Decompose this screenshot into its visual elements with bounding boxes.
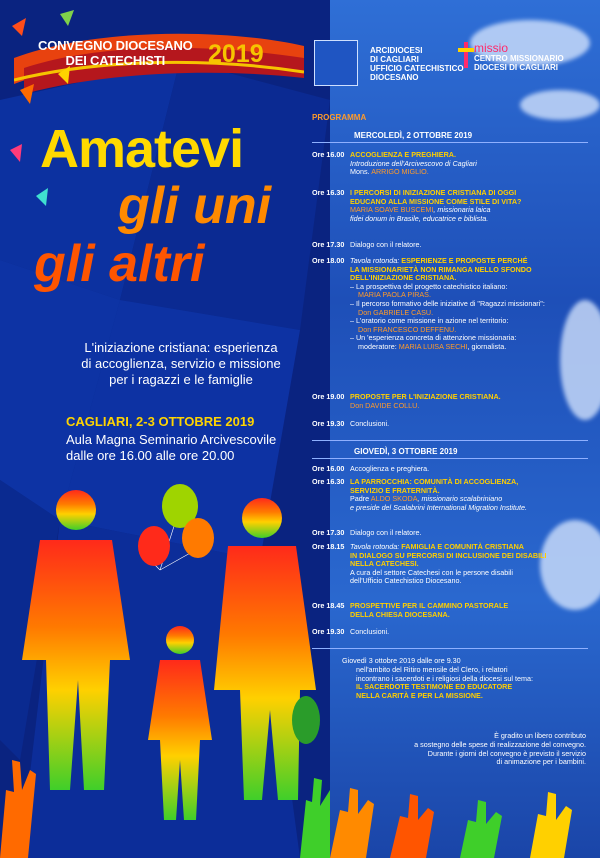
footer-line: a sostegno delle spese di realizzazione del convegno.	[414, 739, 586, 749]
row-title: ESPERIENZE E PROPOSTE PERCHÉ	[401, 256, 528, 265]
diocese-logo	[314, 40, 358, 86]
row-time: Ore 17.30	[312, 528, 345, 537]
row-text: moderatore:	[358, 341, 399, 351]
row-text: Padre	[350, 494, 371, 504]
row-text: A cura del settore Catechesi con le persone disabili	[350, 567, 514, 577]
row-text: Conclusioni.	[350, 627, 390, 636]
footer-note	[350, 732, 586, 767]
title-line2: gli uni	[118, 177, 272, 235]
subtitle-line1: L'iniziazione cristiana: esperienza	[84, 340, 278, 355]
row-text: – Un 'esperienza concreta di attenzione missionaria:	[350, 333, 517, 343]
row-time: Ore 18.00	[312, 256, 345, 265]
row-text: – Il percorso formativo delle iniziative di "Ragazzi missionari":	[350, 298, 545, 308]
row-title: IN DIALOGO SU PERCORSI DI INCLUSIONE DEI DISABILI	[350, 550, 547, 560]
banner-line1: CONVEGNO DIOCESANO	[38, 38, 193, 53]
row-text: Introduzione dell'Arcivescovo di Cagliari	[350, 158, 477, 168]
footer-line: Durante i giorni del convegno è previsto il servizio	[427, 748, 586, 758]
row-text: Dialogo con il relatore.	[350, 240, 422, 249]
row-title: PROSPETTIVE PER IL CAMMINO PASTORALE	[350, 601, 509, 610]
title-line1: Amatevi	[40, 119, 244, 179]
row-time: Ore 17.30	[312, 240, 345, 249]
org2-line2: DIOCESI DI CAGLIARI	[474, 63, 559, 72]
row-time: Ore 16.00	[312, 464, 345, 473]
extra-separator	[312, 648, 588, 649]
row-text: Dialogo con il relatore.	[350, 528, 422, 537]
row-text: , missionario scalabriniano	[417, 494, 503, 504]
row-title: I PERCORSI DI INIZIAZIONE CRISTIANA DI OGGI	[350, 188, 517, 197]
row-title: NELLA CATECHESI.	[350, 559, 419, 569]
row-time: Ore 16.30	[312, 188, 345, 197]
org1-line3: UFFICIO CATECHISTICO	[370, 64, 464, 73]
row-text: – La prospettiva del progetto catechistico italiano:	[350, 281, 508, 291]
row-text: fidei donum in Brasile, educatrice e biblista.	[350, 213, 489, 223]
day-separator	[312, 440, 588, 441]
day2-heading: GIOVEDÌ, 3 OTTOBRE 2019	[354, 447, 458, 456]
banner-line2: DEI CATECHISTI	[65, 53, 166, 68]
row-text: Accoglienza e preghiera.	[350, 464, 430, 473]
footer-line: di animazione per i bambini.	[496, 757, 586, 767]
row-text: – L'oratorio come missione in azione nel territorio:	[350, 316, 509, 326]
extra-line: incontrano i sacerdoti e i religiosi della diocesi sul tema:	[356, 673, 533, 683]
row-title: ACCOGLIENZA E PREGHIERA.	[350, 150, 456, 159]
row-time: Ore 19.30	[312, 419, 345, 428]
row-time: Ore 16.30	[312, 477, 345, 486]
day2-separator	[312, 458, 588, 459]
org-diocese	[370, 46, 464, 82]
org1-line4: DIOCESANO	[370, 73, 419, 82]
speaker-name: MARIA PAOLA PIRAS.	[358, 290, 431, 300]
missio-cross-icon	[458, 42, 474, 68]
org2-line1: CENTRO MISSIONARIO	[474, 54, 564, 63]
speaker-name: Don DAVIDE COLLU.	[350, 400, 420, 410]
row-text: Conclusioni.	[350, 419, 390, 428]
subtitle	[66, 340, 296, 388]
venue-name: Aula Magna Seminario Arcivescovile	[66, 432, 277, 447]
subtitle-line2: di accoglienza, servizio e missione	[81, 356, 281, 371]
hands-decoration	[330, 780, 600, 858]
row-text: dell'Ufficio Catechistico Diocesano.	[350, 576, 462, 586]
row-title: DELL'INIZIAZIONE CRISTIANA.	[350, 273, 457, 283]
missio-brand: missio	[474, 41, 509, 55]
extra-theme: NELLA CARITÀ E PER LA MISSIONE.	[356, 691, 483, 701]
row-title: PROPOSTE PER L'INIZIAZIONE CRISTIANA.	[350, 392, 501, 401]
extra-theme: IL SACERDOTE TESTIMONE ED EDUCATORE	[356, 682, 513, 692]
row-text: Tavola rotonda:	[350, 542, 402, 551]
row-text: , missionaria laica	[433, 205, 491, 215]
day1-heading: MERCOLEDÌ, 2 OTTOBRE 2019	[354, 131, 473, 140]
org-missio	[474, 42, 564, 72]
extra-note	[342, 657, 588, 701]
day1-separator	[312, 142, 588, 143]
row-title: DELLA CHIESA DIOCESANA.	[350, 609, 450, 619]
footer-line: È gradito un libero contributo	[494, 731, 586, 740]
speaker-name: ARRIGO MIGLIO.	[371, 167, 429, 177]
row-time: Ore 19.30	[312, 627, 345, 636]
family-illustration	[0, 460, 330, 858]
subtitle-line3: per i ragazzi e le famiglie	[109, 372, 253, 387]
row-title: LA MISSIONARIETÀ NON RIMANGA NELLO SFONDO	[350, 264, 532, 274]
speaker-name: ALDO SKODA	[370, 494, 418, 504]
row-time: Ore 18.15	[312, 542, 345, 551]
event-date: CAGLIARI, 2-3 OTTOBRE 2019	[66, 414, 255, 429]
speaker-name: MARIA LUISA SECHI	[398, 341, 468, 351]
banner-year: 2019	[208, 40, 264, 68]
row-time: Ore 18.45	[312, 601, 345, 610]
row-title: EDUCANO ALLA MISSIONE COME STILE DI VITA?	[350, 196, 522, 206]
row-title: SERVIZIO E FRATERNITÀ.	[350, 485, 440, 495]
title-line3: gli altri	[34, 235, 205, 293]
speaker-name: Don GABRIELE CASU.	[358, 307, 434, 317]
speaker-name: MARIA SOAVE BUSCEMI	[350, 205, 434, 215]
extra-line: nell'ambito del Ritiro mensile del Clero, i relatori	[356, 664, 508, 674]
row-time: Ore 16.00	[312, 150, 345, 159]
row-title: LA PARROCCHIA: COMUNITÀ DI ACCOGLIENZA,	[350, 477, 519, 486]
row-title: FAMIGLIA E COMUNITÀ CRISTIANA	[401, 542, 524, 551]
venue-hours: dalle ore 16.00 alle ore 20.00	[66, 448, 235, 463]
org1-line2: DI CAGLIARI	[370, 55, 419, 64]
row-time: Ore 19.00	[312, 392, 345, 401]
row-text: Mons.	[350, 167, 372, 177]
org1-line1: ARCIDIOCESI	[370, 46, 423, 55]
row-text: , giornalista.	[467, 341, 507, 351]
row-text: Tavola rotonda:	[350, 256, 402, 265]
extra-line: Giovedì 3 ottobre 2019 dalle ore 9.30	[342, 656, 461, 665]
program-heading: PROGRAMMA	[312, 113, 367, 122]
speaker-name: Don FRANCESCO DEFFENU.	[358, 324, 457, 334]
row-text: e preside del Scalabrini International Migration Institute.	[350, 502, 527, 512]
